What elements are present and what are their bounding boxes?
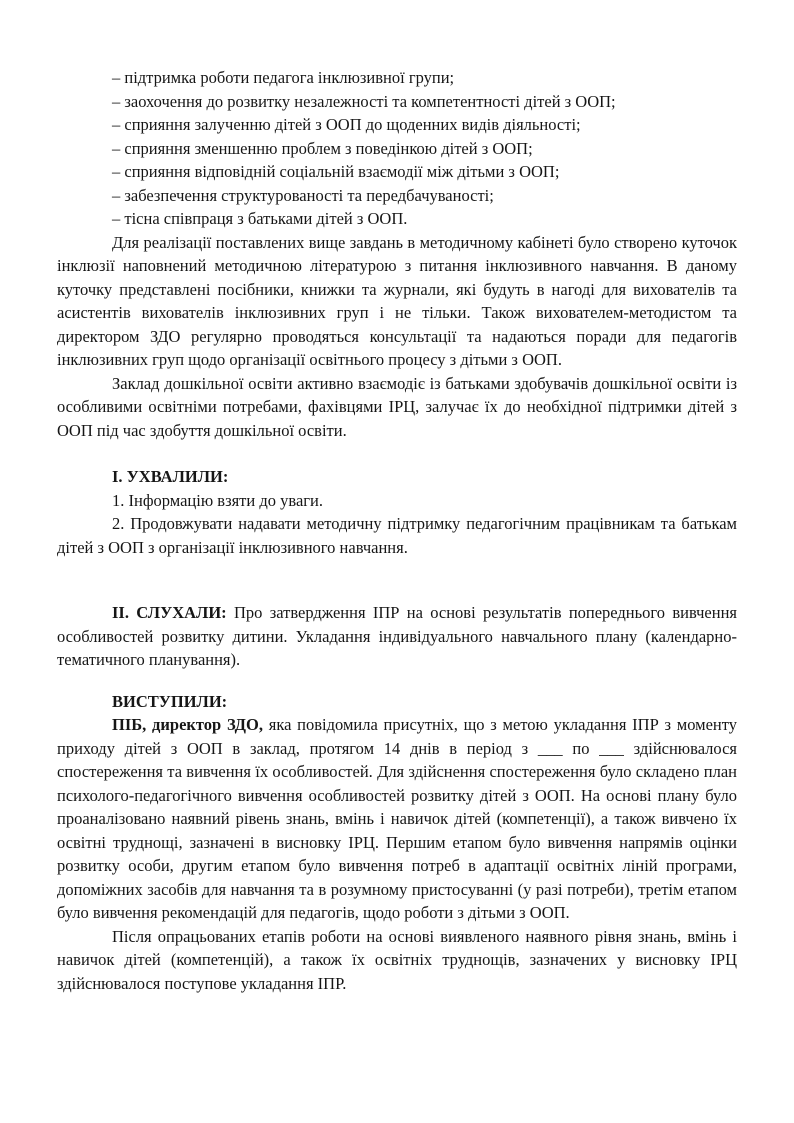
section-resolved (57, 465, 737, 559)
list-item-text: сприяння залученню дітей з ООП до щоденних видів діяльності; (124, 115, 581, 134)
dash-bullet-icon: – (112, 91, 121, 111)
list-item (57, 66, 737, 90)
paragraph-closing: Після опрацьованих етапів роботи на основі виявленого наявного рівня знань, вмінь і навичок дітей (компетенцій), а також їх освітніх труднощів, зазначених у висновку ІРЦ здійснювалося поступове укладання ІПР. (57, 926, 737, 993)
list-item-text: забезпечення структурованості та передбачуваності; (124, 185, 494, 205)
resolved-item-2: 2. Продовжувати надавати методичну підтримку педагогічним працівникам та батькам дітей з ООП з організації інклюзивного навчання. (57, 514, 737, 557)
dash-bullet-icon: – (112, 68, 121, 87)
dash-bullet-icon: – (112, 209, 121, 228)
list-item (57, 90, 737, 114)
list-item (57, 184, 737, 208)
list-item (57, 207, 737, 231)
section-heard (57, 601, 737, 672)
list-item (57, 160, 737, 184)
dash-bullet-icon: – (112, 162, 121, 181)
heard-text: Про затвердження ІПР на основі результатів попереднього вивчення особливостей розвитку дитини. Укладання індивідуального навчального плану (календарно-тематичного планування). (57, 603, 737, 669)
section-heading-spoke: ВИСТУПИЛИ: (112, 691, 228, 711)
list-item-text: сприяння зменшенню проблем з поведінкою дітей з ООП; (124, 138, 533, 158)
paragraph-zaklad: Заклад дошкільної освіти активно взаємодіє із батьками здобувачів дошкільної освіти із особливими освітніми потребами, фахівцями ІРЦ, залучає їх до необхідної підтримки дітей з ООП під час здобуття дошкільної освіти. (57, 373, 737, 440)
tasks-bullet-list (57, 66, 737, 231)
paragraph-speaker (57, 713, 737, 925)
speaker-name: ПІБ, директор ЗДО, (112, 715, 263, 734)
dash-bullet-icon: – (112, 115, 121, 134)
resolved-item-1: 1. Інформацію взяти до уваги. (112, 490, 323, 510)
dash-bullet-icon: – (112, 138, 121, 158)
section-heading-heard: ІІ. СЛУХАЛИ: (112, 603, 227, 622)
section-heading-resolved: І. УХВАЛИЛИ: (112, 467, 229, 486)
list-item-text: тісна співпраця з батьками дітей з ООП. (124, 209, 408, 228)
dash-bullet-icon: – (112, 185, 121, 205)
list-item-text: підтримка роботи педагога інклюзивної групи; (124, 68, 455, 87)
paragraph-method-cabinet: Для реалізації поставлених вище завдань в методичному кабінеті було створено куточок інклюзії наповнений методичною літературою з питання інклюзивного навчання. В даному куточку представлені посібники, книжки та журнали, які будуть в нагоді для вихователів та асистентів вихователів інклюзивних груп і не тільки. Також вихователем-методистом та директором ЗДО регулярно проводяться консультації та надаються поради для педагогів інклюзивних груп щодо організації освітнього процесу з дітьми з ООП. (57, 232, 737, 369)
speaker-text: яка повідомила присутніх, що з метою укладання ІПР з моменту приходу дітей з ООП в заклад, протягом 14 днів в період з ___ по ___ здійснювалося спостереження та вивчення їх особливостей. Для здійснення спостереження було складено план психолого-педагогічного вивчення особливостей розвитку дітей з ООП. На основі плану було проаналізовано наявний рівень знань, вмінь і навичок дітей (компетенції), а також вивчено їх освітні труднощі, зазначені в висновку ІРЦ. Першим етапом було вивчення напрямів оцінки розвитку особи, другим етапом було вивчення потреб в адаптації освітніх ліній програми, допоміжних засобів для навчання та в розумному пристосуванні (у разі потреби), третім етапом було вивчення рекомендацій для педагогів, щодо роботи з дітьми з ООП. (57, 715, 738, 922)
list-item-text: сприяння відповідній соціальній взаємодії між дітьми з ООП; (124, 162, 560, 181)
list-item (57, 113, 737, 137)
list-item-text: заохочення до розвитку незалежності та компетентності дітей з ООП; (124, 91, 616, 111)
paragraph-heard (57, 601, 737, 672)
list-item (57, 137, 737, 161)
section-spoke (57, 690, 737, 996)
